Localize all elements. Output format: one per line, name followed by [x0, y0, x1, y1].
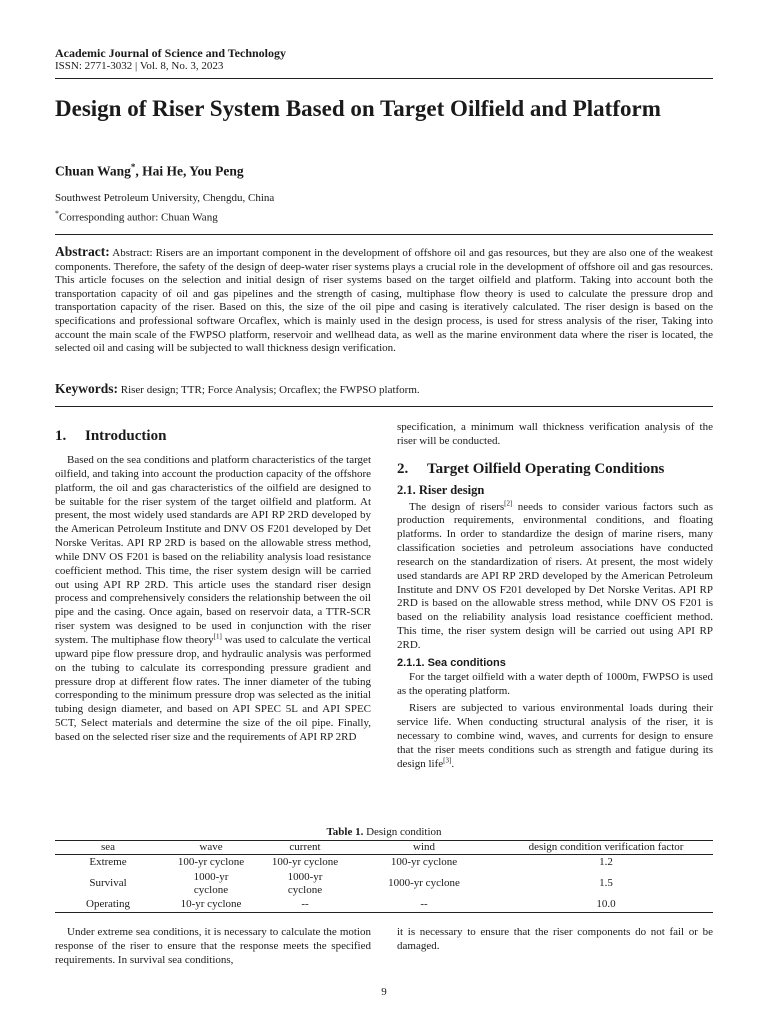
riser-design-paragraph: The design of risers[2] needs to consider various factors such as production requirements, environmental conditions, and floating platforms. In order to standardize the design of marine risers, many classification societies and petroleum associations have conducted research on the standardization of risers. At present, the most widely used standards are API RP 2RD developed by the American Petroleum Institute and DNV OS F201 developed by Det Norske Veritas. API RP 2RD is based on the allowable stress method, while DNV OS F201 is based on the reliability analysis load resistance coefficient method. This time, the riser system design will be carried out using API RP 2RD.: [397, 498, 713, 651]
page-number: 9: [381, 986, 387, 998]
table-cell: 100-yr cyclone: [177, 855, 245, 868]
table-cell: 1000-yr cyclone: [287, 870, 323, 896]
citation-ref: [1]: [213, 632, 222, 641]
table-header-cell: current: [261, 841, 349, 855]
corresponding-mark: *: [55, 209, 59, 218]
author-first: Chuan Wang: [55, 163, 131, 179]
right-column: [397, 421, 713, 772]
abstract: [55, 245, 713, 356]
table-row: [55, 870, 713, 898]
table-cell: --: [261, 898, 349, 913]
author-rest: , Hai He, You Peng: [135, 163, 244, 179]
subsection-heading-riser-design: 2.1. Riser design: [397, 482, 485, 497]
table-header-row: [55, 841, 713, 855]
affiliation-line: Southwest Petroleum University, Chengdu, China: [55, 192, 275, 204]
abstract-label: Abstract:: [55, 244, 110, 259]
keywords-text: Riser design; TTR; Force Analysis; Orcaflex; the FWPSO platform.: [120, 384, 420, 396]
left-column: [55, 428, 371, 745]
table-cell: Extreme: [89, 855, 127, 868]
table-cell: 1000-yr cyclone: [388, 877, 460, 889]
table-cell: 100-yr cyclone: [390, 855, 458, 868]
table-header-cell: wind: [349, 841, 499, 855]
table-row: [55, 898, 713, 913]
intro-continuation: specification, a minimum wall thickness verification analysis of the riser will be conducted.: [397, 421, 713, 447]
table-cell: 1000-yr cyclone: [193, 870, 229, 896]
paper-title: Design of Riser System Based on Target Oilfield and Platform: [55, 96, 661, 121]
table-cell: Operating: [55, 898, 161, 913]
table-cell: 1.5: [599, 877, 613, 889]
affiliation: [55, 190, 274, 226]
table-caption-label: Table 1.: [326, 826, 364, 838]
bottom-right-paragraph: it is necessary to ensure that the riser components do not fail or be damaged.: [397, 926, 713, 952]
keywords-label: Keywords:: [55, 381, 118, 396]
subsubsection-heading-sea-conditions: 2.1.1. Sea conditions: [397, 656, 506, 669]
table-header-cell: design condition verification factor: [499, 841, 713, 855]
abstract-top-rule: [55, 234, 713, 235]
keywords: [55, 381, 713, 397]
table-cell: 10-yr cyclone: [161, 898, 261, 913]
abstract-bottom-rule: [55, 406, 713, 407]
header-rule: [55, 78, 713, 79]
table-cell: 1.2: [599, 855, 613, 868]
journal-issn: ISSN: 2771-3032 | Vol. 8, No. 3, 2023: [55, 60, 224, 72]
abstract-text: Abstract: Risers are an important component in the development of offshore oil and gas resources, but they are also one of the weakest components. Therefore, the safety of the design of deep-water riser systems plays a crucial role in the development of offshore oil and gas resources. This article focuses on the selection and initial design of riser systems based on the target oilfield and platform. Taking into account both the transportation capacity of oil and gas pipelines and the strength of casing, multiphase flow theory is used to calculate the pressure drop and transportation capacity of the riser. Based on this, the size of the oil pipe and casing is iteratively calculated. The riser design is based on the specifications and professional software Orcaflex, which is mainly used in the design process, is used for stress analysis of the riser, Taking into account the main scale of the FWPSO platform, reservoir and wellhead data, as well as the marine environment data where the riser is located, the selected oil and casing will be subjected to wall thickness design verification.: [55, 247, 713, 355]
journal-name: Academic Journal of Science and Technology: [55, 46, 287, 60]
environment-loads-paragraph: Risers are subjected to various environmental loads during their service life. When conducting structural analysis of the riser, it is necessary to combine wind, waves, and currents for design to ensure that the riser meets conditions such as strength and fatigue during its design life[3].: [397, 702, 713, 770]
table-cell: 10.0: [499, 898, 713, 913]
table-cell: 100-yr cyclone: [271, 855, 339, 868]
table-cell: Survival: [89, 877, 127, 889]
design-condition-table: [55, 840, 713, 913]
table-cell: --: [349, 898, 499, 913]
section-heading-target-oilfield: 2. Target Oilfield Operating Conditions: [397, 460, 665, 477]
table-row: [55, 855, 713, 870]
sea-conditions-paragraph: For the target oilfield with a water depth of 1000m, FWPSO is used as the operating platform.: [397, 670, 713, 697]
bottom-left-paragraph: Under extreme sea conditions, it is necessary to calculate the motion response of the riser to ensure that the response meets the specified requirements. In survival sea conditions,: [55, 926, 371, 966]
intro-paragraph: Based on the sea conditions and platform characteristics of the target oilfield, and taking into account the production capacity of the offshore platform, the oil and gas characteristics of the oilfield are designed to be suitable for the riser system of the target oilfield and platform. At present, the most widely used standards are API RP 2RD developed by the American Petroleum Institute and DNV OS F201 developed by Det Norske Veritas. API RP 2RD is based on the allowable stress method, while DNV OS F201 is based on the reliability analysis load resistance coefficient method. This time, the riser system design will be carried out using API RP 2RD. This article uses the standard riser design process and comprehensively considers the relationship between the oil pipe and the casing. Once again, based on reservoir data, a TTR-SCR riser system was designed to be used in conjunction with the riser system. The multiphase flow theory[1] was used to calculate the vertical upward pipe flow pressure drop, and hydraulic analysis was performed on the tubing to calculate its corresponding pressure gradient and pressure drop at different flow rates. The inner diameter of the tubing corresponding to the minimum pressure drop was selected as the initial tubing design diameter, and based on API SPEC 5L and API SPEC 5CT, Select materials and determine the size of the oil pipe. Finally, based on the selected riser size and the requirements of API RP 2RD: [55, 454, 372, 743]
table-header-cell: wave: [161, 841, 261, 855]
table-caption: [55, 826, 713, 838]
corresponding-mark: *: [130, 162, 136, 172]
corresponding-author: *Corresponding author: Chuan Wang: [55, 209, 218, 224]
section-heading-introduction: 1. Introduction: [55, 428, 167, 444]
author-list: [55, 162, 244, 180]
table-header-cell: sea: [55, 841, 161, 855]
citation-ref: [3]: [443, 756, 452, 765]
citation-ref: [2]: [504, 498, 513, 507]
table-caption-text: Design condition: [363, 826, 442, 838]
